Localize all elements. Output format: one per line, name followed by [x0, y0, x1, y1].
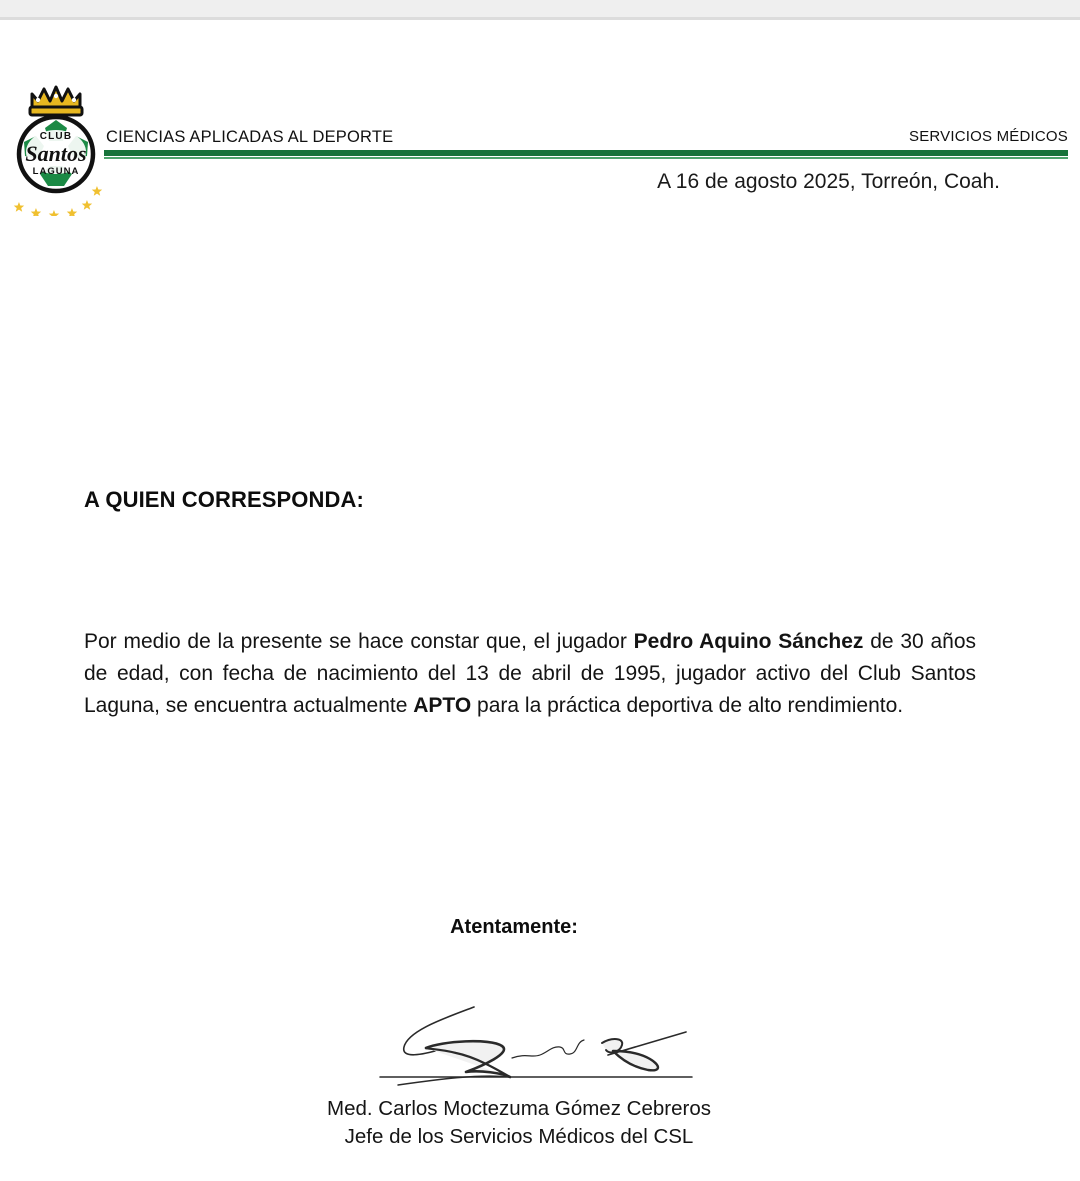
body-segment-2: de 30 años de edad, con fecha de nacimiento del 13 de abril de 1995, jugador activo del Club Santos Laguna, se encuentra actualmente: [84, 630, 977, 717]
svg-text:LAGUNA: LAGUNA: [32, 166, 80, 177]
date-line: A 16 de agosto 2025, Torreón, Coah.: [657, 170, 1000, 193]
closing-salutation: Atentamente:: [450, 916, 578, 938]
header-rule-thin: [104, 157, 1068, 159]
fitness-status: APTO: [413, 694, 472, 717]
signatory-role: Jefe de los Servicios Médicos del CSL: [344, 1125, 694, 1148]
club-crest-logo: [4, 76, 108, 216]
player-name: Pedro Aquino Sánchez: [633, 630, 864, 653]
salutation: A QUIEN CORRESPONDA:: [84, 487, 364, 512]
crown-icon: [30, 87, 82, 115]
body-segment-1: Por medio de la presente se hace constar que, el jugador: [84, 630, 634, 653]
signature-mark: [370, 985, 710, 1090]
scan-top-band: [0, 0, 1080, 17]
header-right-title: SERVICIOS MÉDICOS: [909, 128, 1068, 145]
body-paragraph: [84, 626, 976, 722]
header-left-title: CIENCIAS APLICADAS AL DEPORTE: [106, 128, 394, 146]
signatory-name: Med. Carlos Moctezuma Gómez Cebreros: [327, 1097, 711, 1120]
scan-top-divider: [0, 17, 1080, 20]
header-rule-thick: [104, 150, 1068, 156]
svg-text:Santos: Santos: [25, 141, 87, 166]
svg-text:CLUB: CLUB: [39, 131, 73, 142]
body-segment-3: para la práctica deportiva de alto rendimiento.: [471, 694, 904, 717]
